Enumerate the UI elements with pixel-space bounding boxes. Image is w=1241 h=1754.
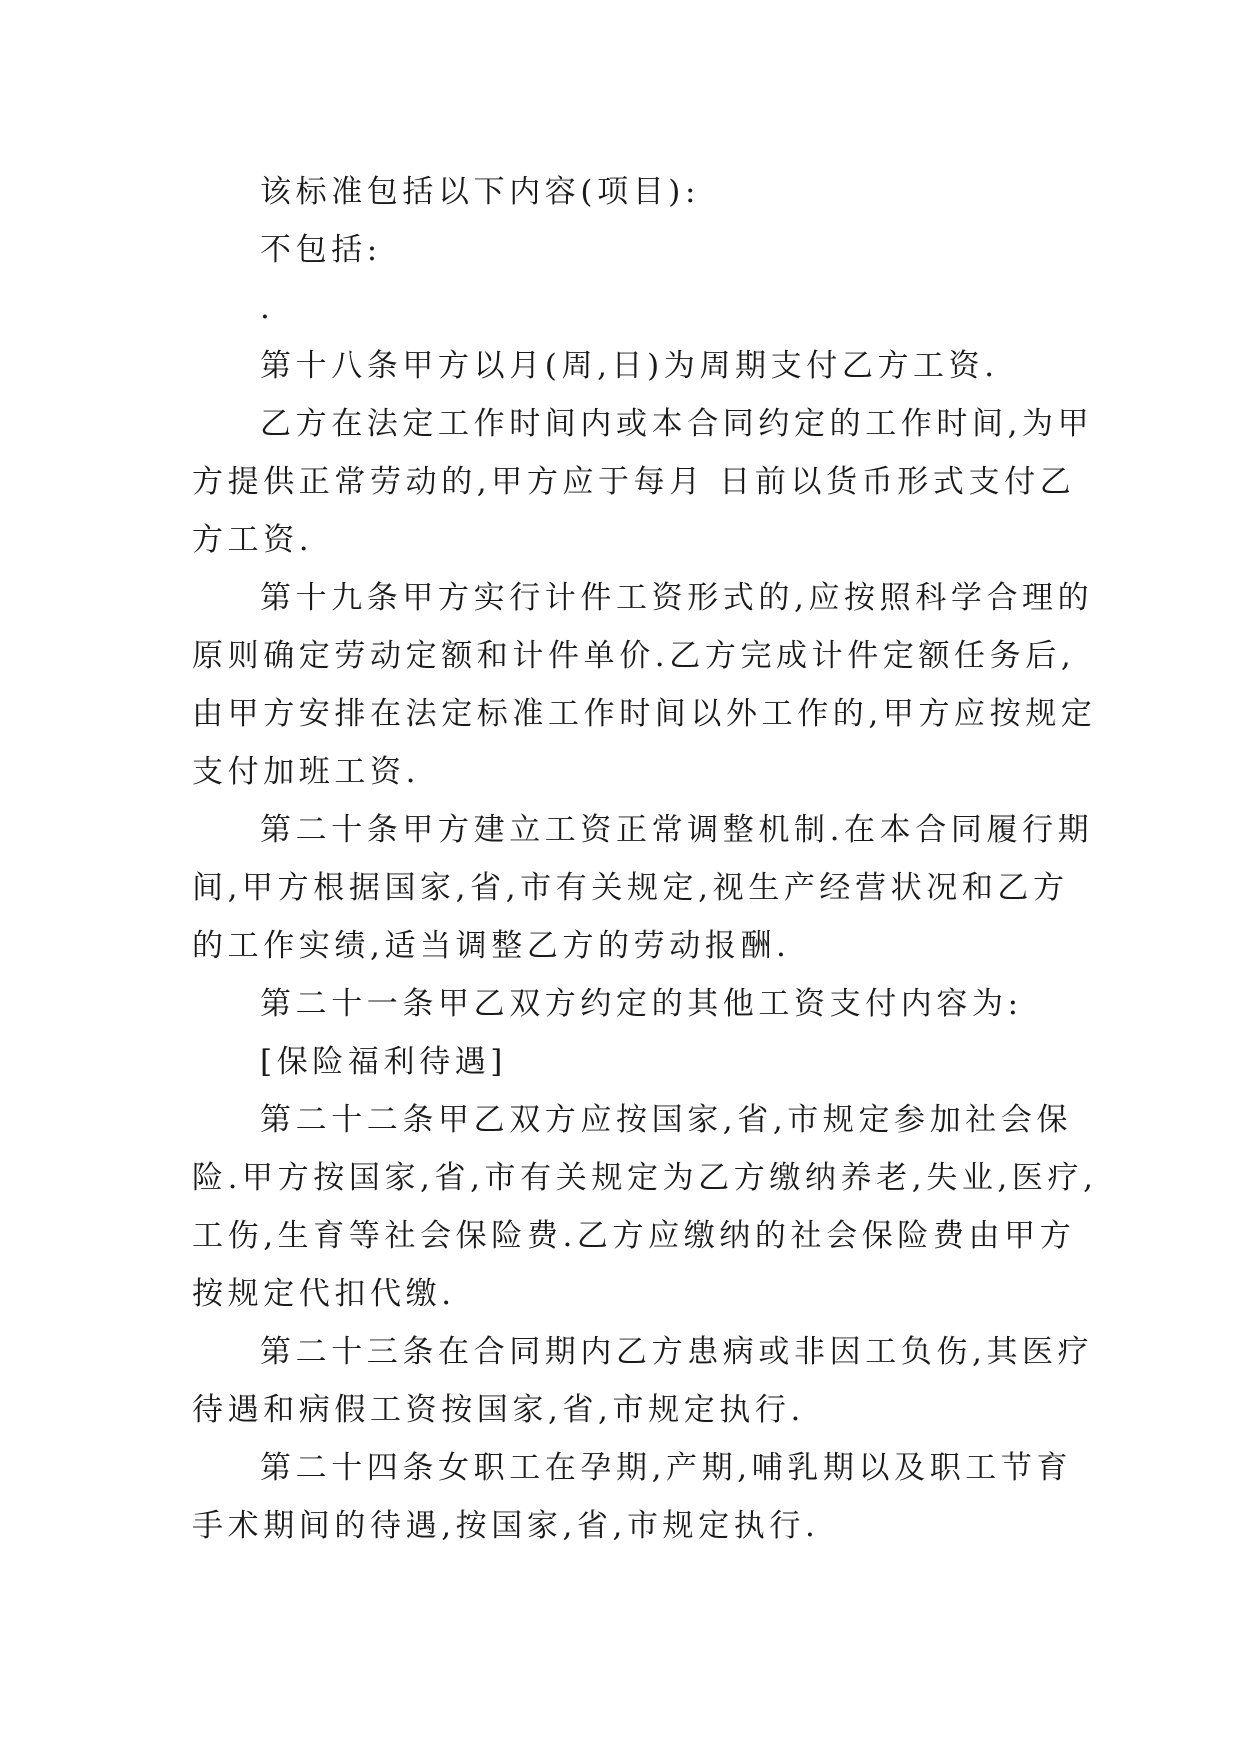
text-line: 该标准包括以下内容(项目):	[260, 174, 701, 210]
text-line: 方工资.	[192, 522, 314, 558]
text-line: 工伤,生育等社会保险费.乙方应缴纳的社会保险费由甲方	[192, 1218, 1076, 1254]
text-line: 待遇和病假工资按国家,省,市规定执行.	[192, 1392, 805, 1428]
article-19-heading: 第十九条甲方实行计件工资形式的,应按照科学合理的	[260, 580, 1094, 616]
text-line: 按规定代扣代缴.	[192, 1276, 456, 1312]
article-23-heading: 第二十三条在合同期内乙方患病或非因工负伤,其医疗	[260, 1334, 1094, 1370]
article-20-heading: 第二十条甲方建立工资正常调整机制.在本合同履行期	[260, 812, 1094, 848]
text-line: 由甲方安排在法定标准工作时间以外工作的,甲方应按规定	[192, 696, 1097, 732]
article-21-heading: 第二十一条甲乙双方约定的其他工资支付内容为:	[260, 986, 1023, 1022]
article-24-heading: 第二十四条女职工在孕期,产期,哺乳期以及职工节育	[260, 1450, 1073, 1486]
text-line: 支付加班工资.	[192, 754, 421, 790]
article-22-heading: 第二十二条甲乙双方应按国家,省,市规定参加社会保	[260, 1102, 1073, 1138]
text-line: 险.甲方按国家,省,市有关规定为乙方缴纳养老,失业,医疗,	[192, 1160, 1098, 1196]
text-line: 手术期间的待遇,按国家,省,市规定执行.	[192, 1508, 820, 1544]
text-line: 乙方在法定工作时间内或本合同约定的工作时间,为甲	[260, 406, 1094, 442]
text-line: 方提供正常劳动的,甲方应于每月 日前以货币形式支付乙	[192, 464, 1076, 500]
text-line: 的工作实绩,适当调整乙方的劳动报酬.	[192, 928, 791, 964]
document-body	[192, 163, 1098, 1555]
text-line: 不包括:	[260, 232, 382, 268]
text-line: .	[260, 290, 275, 326]
text-line: 原则确定劳动定额和计件单价.乙方完成计件定额任务后,	[192, 638, 1076, 674]
article-18-heading: 第十八条甲方以月(周,日)为周期支付乙方工资.	[260, 348, 999, 384]
text-line: 间,甲方根据国家,省,市有关规定,视生产经营状况和乙方	[192, 870, 1069, 906]
section-heading: [保险福利待遇]	[260, 1044, 507, 1080]
